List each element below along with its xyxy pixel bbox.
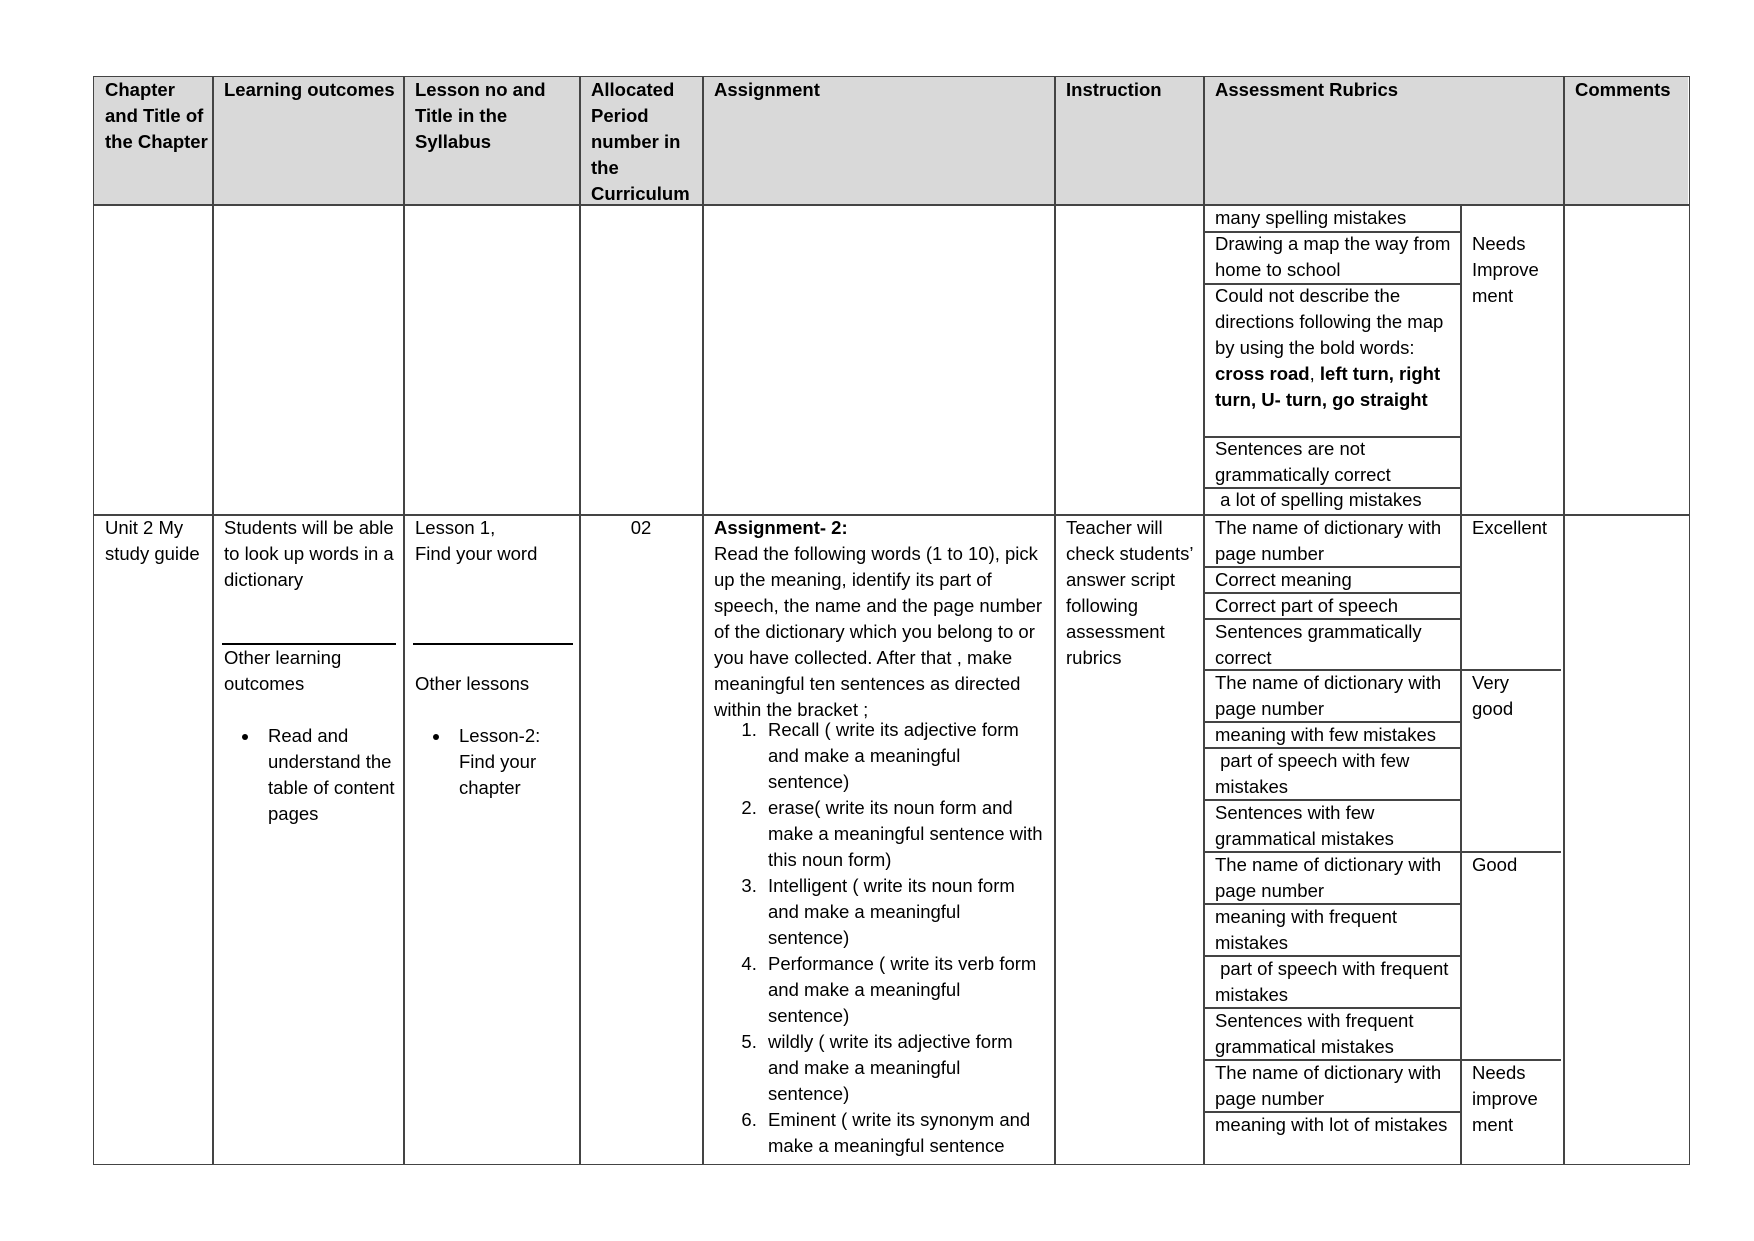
prev-rubric-grade: Needs Improve ment	[1472, 233, 1539, 306]
instruction-text: Teacher will check students’ answer script following assessment rubrics	[1066, 517, 1193, 668]
prev-rubric-3-sep: ,	[1309, 363, 1320, 384]
other-lessons-label: Other lessons	[415, 673, 530, 694]
assignment-intro: Read the following words (1 to 10), pick up the meaning, identify its part of speech, the name and the page number of the dictionary which you belong to or you have collected. After that , make meaningful ten sentences as directed within the bracket ;	[714, 543, 1043, 720]
header-lesson: Lesson no and Title in the Syllabus	[415, 79, 546, 152]
chapter-title: Unit 2 My study guide	[105, 517, 200, 564]
col-line-6	[1203, 76, 1205, 1165]
header-period: Allocated Period number in the Curriculum	[591, 79, 690, 204]
rubric-inner-line-top	[1460, 204, 1462, 514]
prev-rubric-3-bold-1: cross road	[1215, 363, 1310, 384]
rubric-very-good-3: part of speech with few mistakes	[1215, 750, 1415, 797]
rubric-good-3: part of speech with frequent mistakes	[1215, 958, 1454, 1005]
grade-needs-improvement: Needs improve ment	[1472, 1062, 1538, 1135]
grade-excellent: Excellent	[1472, 517, 1548, 538]
prev-rubric-3-text: Could not describe the directions following the map by using the bold words:	[1215, 285, 1444, 358]
other-outcomes-list	[224, 697, 400, 853]
rubric-good-2: meaning with frequent mistakes	[1215, 906, 1398, 953]
assignment-item: 6. Eminent ( write its synonym and make a meaningful sentence	[762, 1107, 1046, 1159]
header-learning-outcomes: Learning outcomes	[224, 79, 395, 100]
prev-rubric-4: Sentences are not grammatically correct	[1215, 438, 1391, 485]
rubric-very-good-2: meaning with few mistakes	[1215, 724, 1437, 745]
header-instruction: Instruction	[1066, 79, 1162, 100]
col-line-7	[1563, 76, 1565, 1165]
grade-good: Good	[1472, 854, 1518, 875]
lesson-divider	[413, 643, 573, 645]
rubric-needs-1: The name of dictionary with page number	[1215, 1062, 1442, 1109]
assignment-items	[714, 717, 1046, 1159]
rubric-inner-line-bottom	[1460, 514, 1462, 1165]
period-number: 02	[630, 517, 652, 538]
col-line-3	[579, 76, 581, 1165]
assignment-item: 4. Performance ( write its verb form and make a meaningful sentence)	[762, 951, 1046, 1029]
prev-rubric-5: a lot of spelling mistakes	[1215, 489, 1422, 510]
rubric-good-1: The name of dictionary with page number	[1215, 854, 1442, 901]
header-chapter: Chapter and Title of the Chapter	[105, 79, 208, 152]
prev-rubric-3-bold-2: left turn, right turn, U- turn, go straight	[1215, 363, 1441, 410]
prev-rubric-3	[1215, 283, 1455, 413]
other-outcome-item: • Read and understand the table of content pages	[260, 723, 400, 827]
rubric-excellent-1: The name of dictionary with page number	[1215, 517, 1442, 564]
rubric-needs-2: meaning with lot of mistakes	[1215, 1114, 1448, 1135]
learning-outcome-main: Students will be able to look up words in a dictionary	[224, 517, 394, 590]
header-comments: Comments	[1575, 79, 1671, 100]
assignment-title: Assignment- 2:	[714, 517, 848, 538]
header-rubrics: Assessment Rubrics	[1215, 79, 1399, 100]
other-lesson-item: • Lesson-2: Find your chapter	[451, 723, 575, 801]
assignment-item: 3. Intelligent ( write its noun form and make a meaningful sentence)	[762, 873, 1046, 951]
rubric-excellent-3: Correct part of speech	[1215, 595, 1399, 616]
prev-rubric-2: Drawing a map the way from home to school	[1215, 233, 1451, 280]
rubric-very-good-1: The name of dictionary with page number	[1215, 672, 1442, 719]
rubric-excellent-4: Sentences grammatically correct	[1215, 621, 1422, 668]
col-line-1	[212, 76, 214, 1165]
col-line-5	[1054, 76, 1056, 1165]
grade-very-good: Very good	[1472, 672, 1514, 719]
other-lessons-list	[415, 697, 575, 827]
rubric-good-4: Sentences with frequent grammatical mistakes	[1215, 1010, 1414, 1057]
prev-rubric-1: many spelling mistakes	[1215, 207, 1407, 228]
lesson-main: Lesson 1, Find your word	[415, 517, 538, 564]
other-outcomes-label: Other learning outcomes	[224, 647, 342, 694]
assignment-item: 1. Recall ( write its adjective form and make a meaningful sentence)	[762, 717, 1046, 795]
rubric-excellent-2: Correct meaning	[1215, 569, 1352, 590]
assignment-item: 2. erase( write its noun form and make a meaningful sentence with this noun form)	[762, 795, 1046, 873]
col-line-4	[702, 76, 704, 1165]
col-line-2	[403, 76, 405, 1165]
rubric-very-good-4: Sentences with few grammatical mistakes	[1215, 802, 1394, 849]
header-assignment: Assignment	[714, 79, 820, 100]
assignment-item: 5. wildly ( write its adjective form and make a meaningful sentence)	[762, 1029, 1046, 1107]
